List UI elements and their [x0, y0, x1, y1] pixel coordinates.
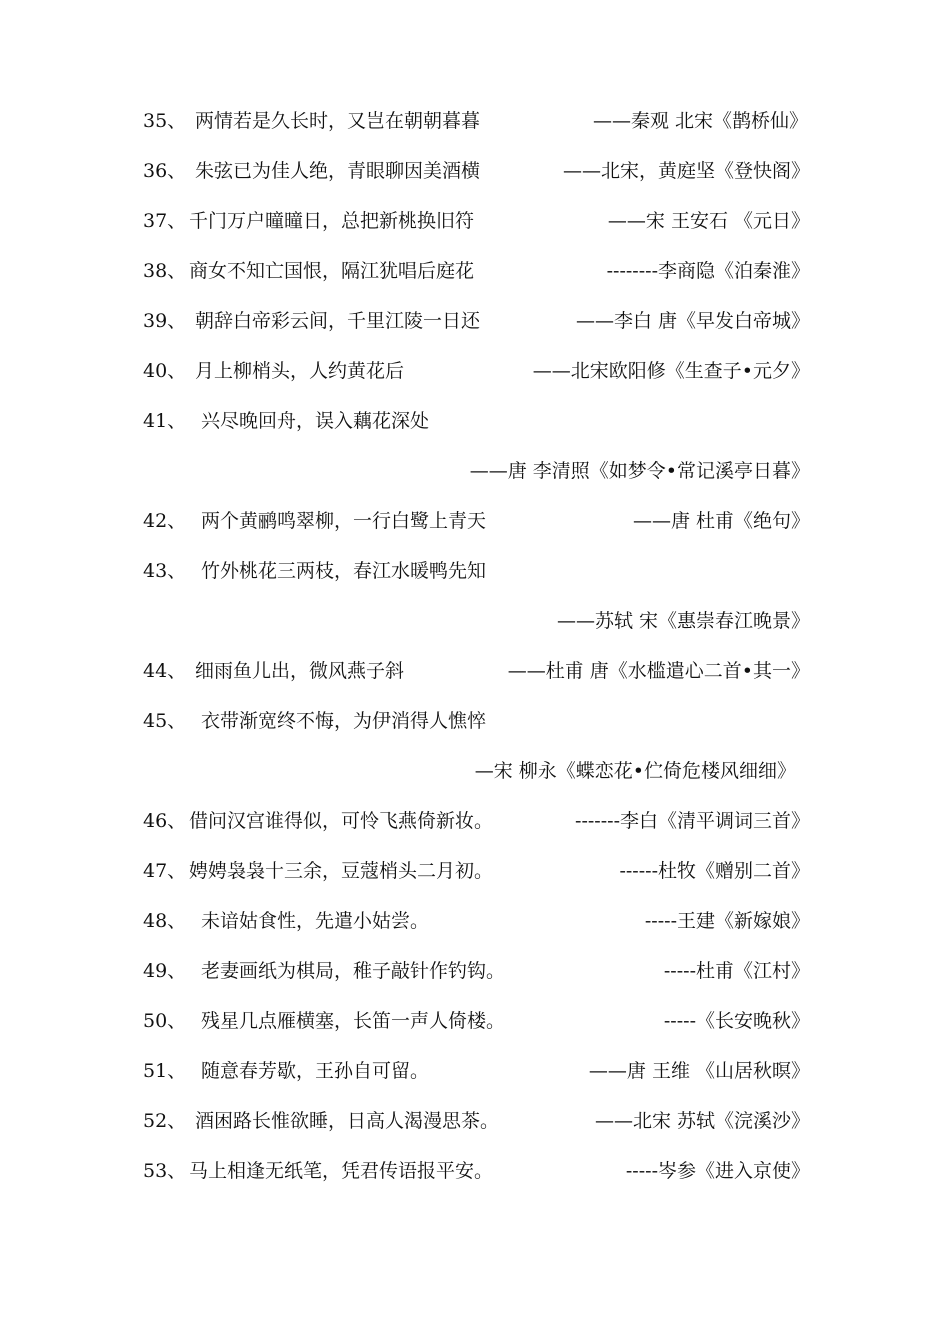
- verse-source: -----《长安晚秋》: [663, 1010, 810, 1032]
- poem-line-48: [143, 904, 810, 938]
- verse-text: 朱弦已为佳人绝，青眼聊因美酒横: [195, 160, 481, 182]
- verse-source: -----岑参《进入京使》: [625, 1160, 810, 1182]
- line-number: 43、: [143, 560, 187, 582]
- poem-line-50: [143, 1004, 810, 1038]
- poem-line-52: [143, 1104, 810, 1138]
- verse-text: 残星几点雁横塞，长笛一声人倚楼。: [201, 1010, 506, 1032]
- verse-text: 酒困路长惟欲睡，日高人渴漫思茶。: [195, 1110, 500, 1132]
- verse-text: 千门万户曈曈日，总把新桃换旧符: [189, 210, 475, 232]
- verse-text: 娉娉袅袅十三余，豆蔻梢头二月初。: [189, 860, 494, 882]
- verse-text: 商女不知亡国恨，隔江犹唱后庭花: [189, 260, 475, 282]
- poem-line-43-source: [143, 604, 810, 638]
- poem-line-41-source: [143, 454, 810, 488]
- poem-line-40: [143, 354, 810, 388]
- verse-source: ——唐 王维 《山居秋暝》: [588, 1060, 810, 1082]
- line-number: 51、: [143, 1060, 187, 1082]
- line-number: 47、: [143, 860, 187, 882]
- poem-line-44: [143, 654, 810, 688]
- verse-source: ------杜牧《赠别二首》: [619, 860, 810, 882]
- poem-line-41: [143, 404, 810, 438]
- verse-text: 马上相逢无纸笔，凭君传语报平安。: [189, 1160, 494, 1182]
- verse-text: 随意春芳歇，王孙自可留。: [201, 1060, 430, 1082]
- verse-text: 细雨鱼儿出，微风燕子斜: [195, 660, 405, 682]
- line-number: 49、: [143, 960, 187, 982]
- line-number: 42、: [143, 510, 187, 532]
- verse-text: 老妻画纸为棋局，稚子敲针作钓钩。: [201, 960, 506, 982]
- poem-line-45-source: [143, 754, 810, 788]
- verse-text: 两情若是久长时，又岂在朝朝暮暮: [195, 110, 481, 132]
- poem-line-35: [143, 104, 810, 138]
- poem-line-39: [143, 304, 810, 338]
- line-number: 50、: [143, 1010, 187, 1032]
- poem-line-42: [143, 504, 810, 538]
- line-number: 38、: [143, 260, 187, 282]
- verse-source: ——北宋 苏轼《浣溪沙》: [594, 1110, 810, 1132]
- line-number: 35、: [143, 110, 187, 132]
- poem-line-38: [143, 254, 810, 288]
- verse-source: ——唐 杜甫《绝句》: [632, 510, 810, 532]
- verse-text: 借问汉宫谁得似，可怜飞燕倚新妆。: [189, 810, 494, 832]
- line-number: 48、: [143, 910, 187, 932]
- verse-source: —宋 柳永《蝶恋花•伫倚危楼风细细》: [474, 760, 796, 782]
- line-number: 40、: [143, 360, 187, 382]
- verse-text: 两个黄鹂鸣翠柳，一行白鹭上青天: [201, 510, 487, 532]
- verse-source: --------李商隐《泊秦淮》: [606, 260, 810, 282]
- line-number: 46、: [143, 810, 187, 832]
- verse-source: -----王建《新嫁娘》: [644, 910, 810, 932]
- poem-line-46: [143, 804, 810, 838]
- verse-source: ——李白 唐《早发白帝城》: [575, 310, 810, 332]
- verse-text: 朝辞白帝彩云间，千里江陵一日还: [195, 310, 481, 332]
- verse-source: ——苏轼 宋《惠崇春江晚景》: [556, 610, 810, 632]
- poem-line-49: [143, 954, 810, 988]
- verse-text: 未谙姑食性，先遣小姑尝。: [201, 910, 430, 932]
- poem-line-47: [143, 854, 810, 888]
- poem-line-37: [143, 204, 810, 238]
- verse-source: ——宋 王安石 《元日》: [607, 210, 810, 232]
- verse-text: 月上柳梢头，人约黄花后: [195, 360, 405, 382]
- verse-text: 竹外桃花三两枝，春江水暖鸭先知: [201, 560, 487, 582]
- poem-line-53: [143, 1154, 810, 1188]
- poem-line-45: [143, 704, 810, 738]
- line-number: 36、: [143, 160, 187, 182]
- line-number: 53、: [143, 1160, 187, 1182]
- verse-source: ——秦观 北宋《鹊桥仙》: [592, 110, 808, 132]
- line-number: 41、: [143, 410, 187, 432]
- line-number: 44、: [143, 660, 187, 682]
- verse-source: ——北宋，黄庭坚《登快阁》: [562, 160, 810, 182]
- line-number: 45、: [143, 710, 187, 732]
- poem-line-36: [143, 154, 810, 188]
- poem-line-51: [143, 1054, 810, 1088]
- verse-text: 衣带渐宽终不悔，为伊消得人憔悴: [201, 710, 487, 732]
- poem-line-43: [143, 554, 810, 588]
- verse-source: ——北宋欧阳修《生查子•元夕》: [532, 360, 810, 382]
- line-number: 39、: [143, 310, 187, 332]
- verse-source: ——唐 李清照《如梦令•常记溪亭日暮》: [469, 460, 810, 482]
- line-number: 37、: [143, 210, 187, 232]
- verse-text: 兴尽晚回舟，误入藕花深处: [201, 410, 430, 432]
- verse-source: -------李白《清平调词三首》: [575, 810, 810, 832]
- verse-source: ——杜甫 唐《水槛遣心二首•其一》: [507, 660, 810, 682]
- verse-source: -----杜甫《江村》: [663, 960, 810, 982]
- line-number: 52、: [143, 1110, 187, 1132]
